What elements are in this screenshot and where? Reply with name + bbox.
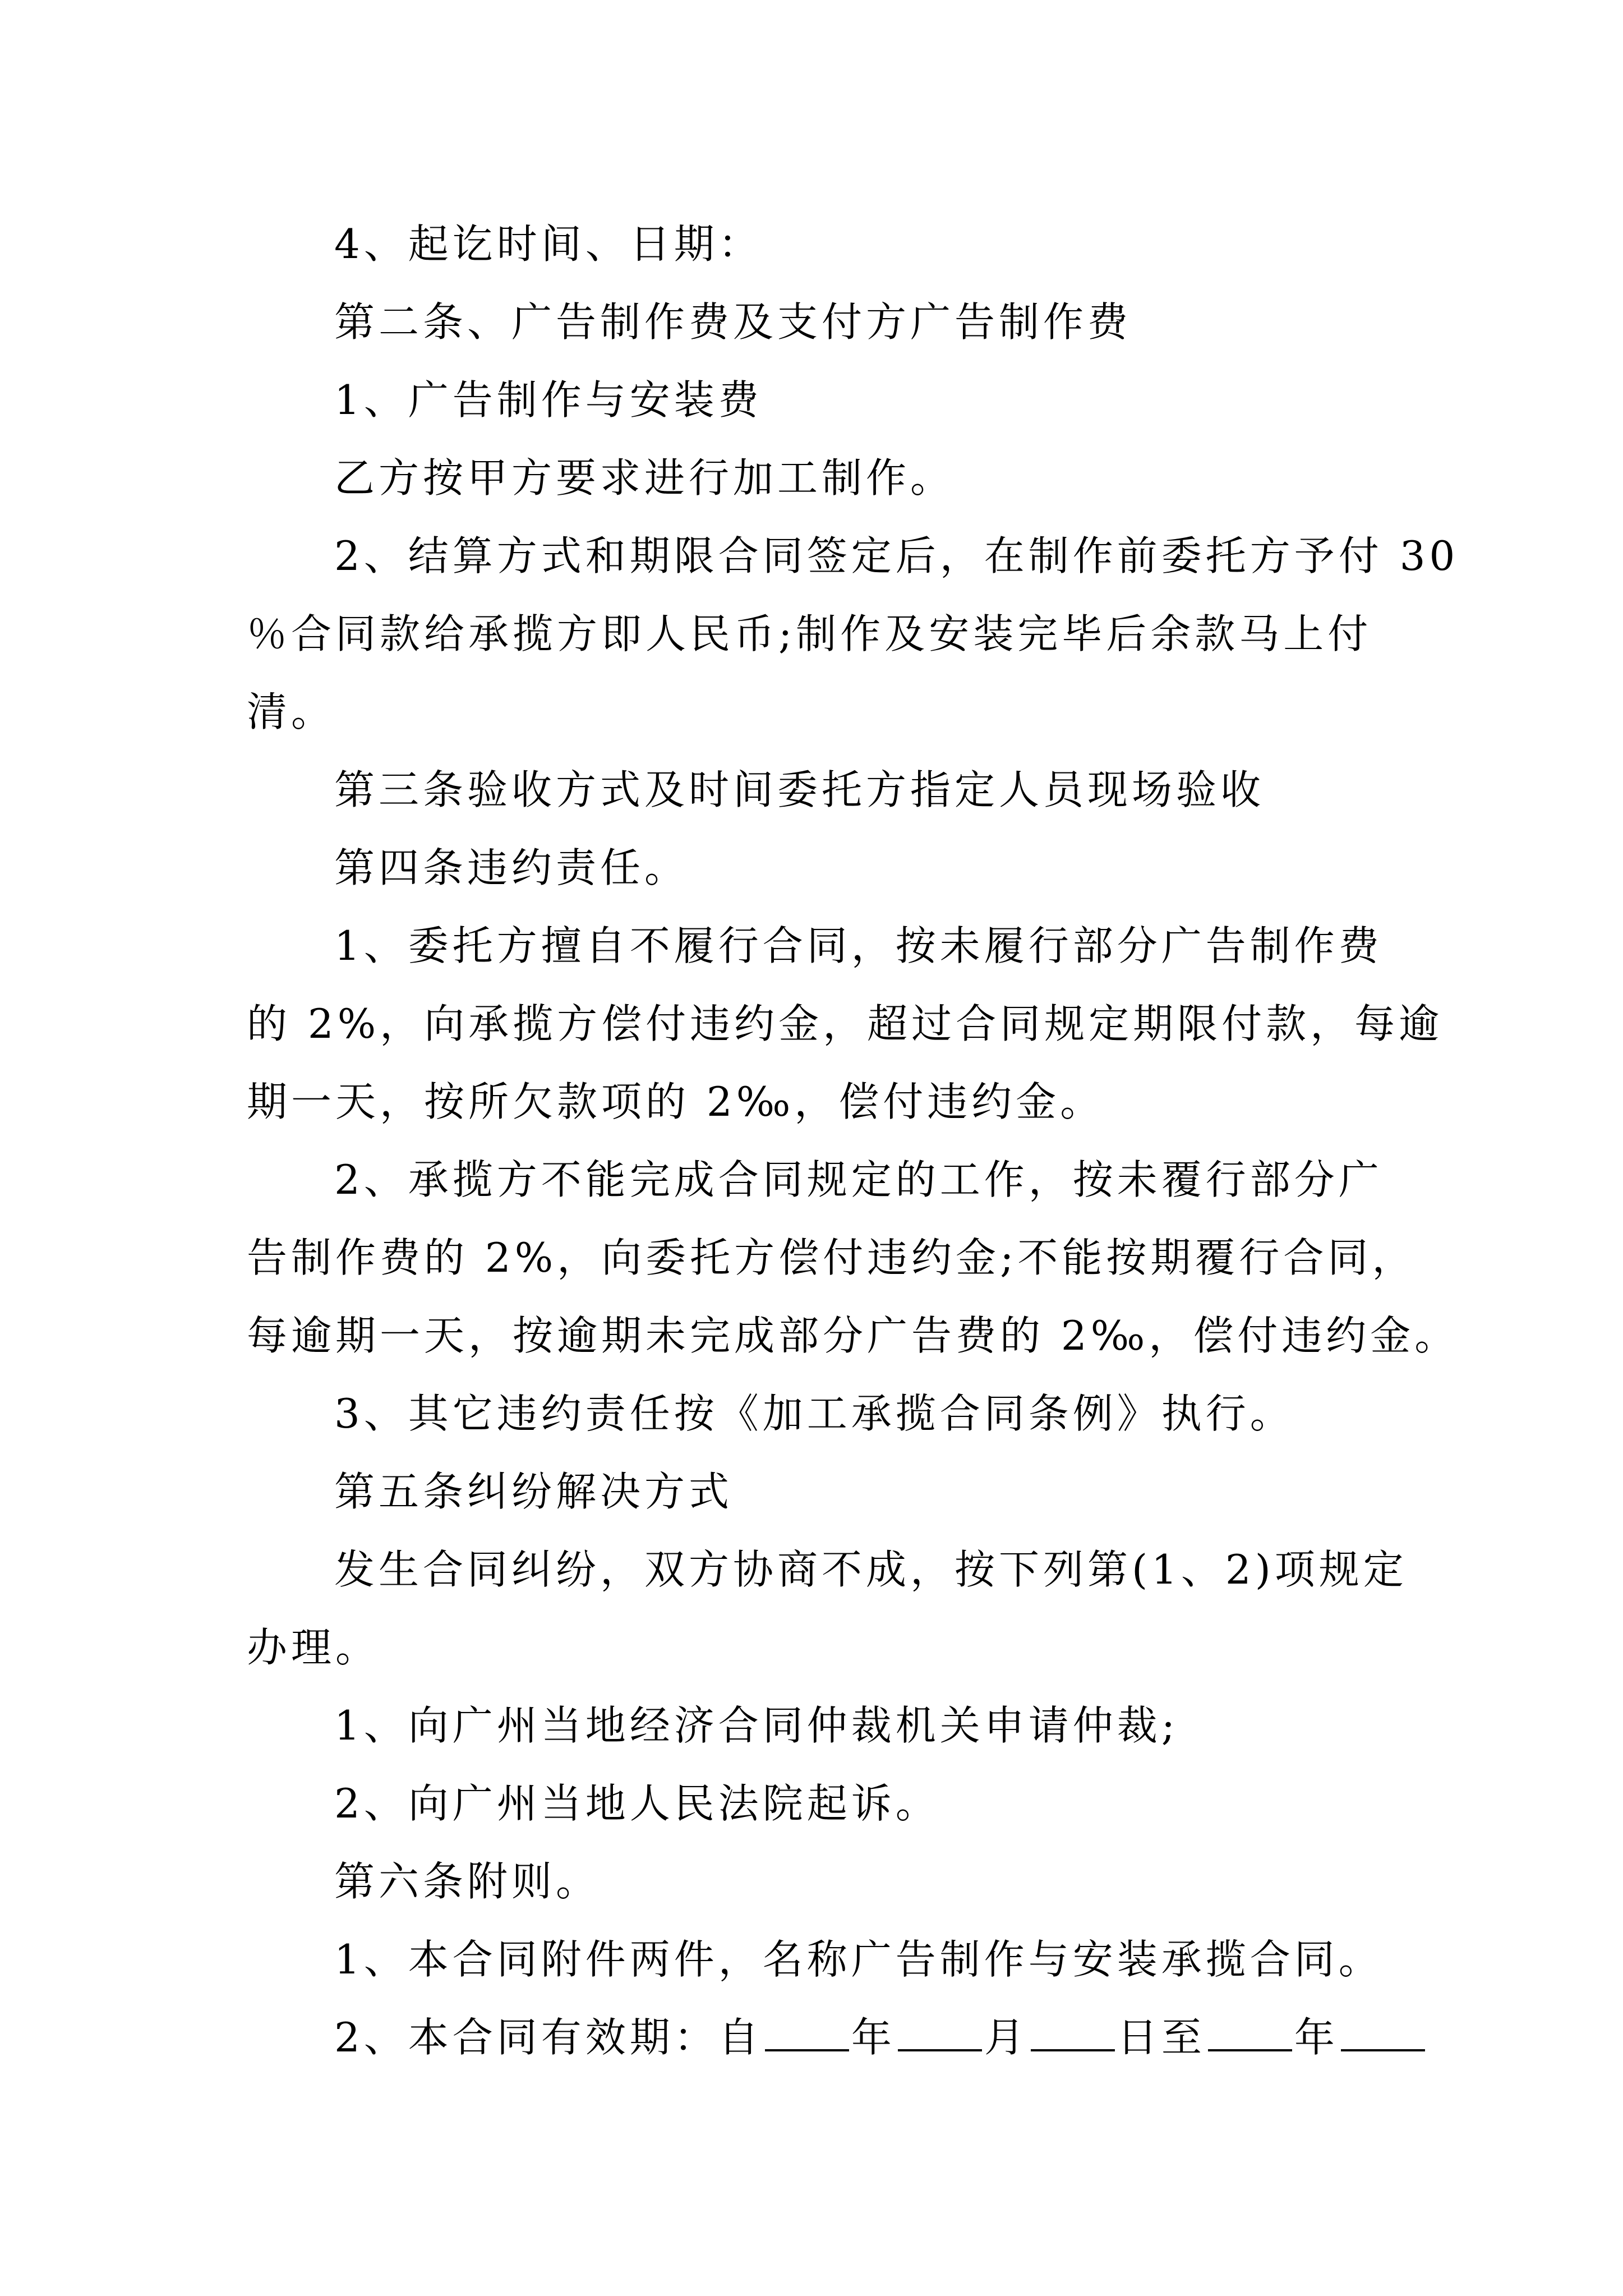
year-label: 年	[851, 2014, 896, 2061]
blank-field	[898, 2016, 982, 2051]
text-line: 2、向广州当地人民法院起诉。	[334, 1780, 940, 1827]
text-line: 1、本合同附件两件，名称广告制作与安装承揽合同。	[334, 1936, 1383, 1983]
text-line: ％合同款给承揽方即人民币;制作及安装完毕后余款马上付	[247, 610, 1372, 657]
text-line: 第四条违约责任。	[334, 844, 689, 891]
text-line: 第三条验收方式及时间委托方指定人员现场验收	[334, 766, 1265, 813]
validity-line	[0, 1998, 1623, 2077]
text-line: 第五条纠纷解决方式	[334, 1468, 734, 1515]
blank-field	[1341, 2016, 1425, 2051]
text-line: 1、向广州当地经济合同仲裁机关申请仲裁;	[334, 1702, 1179, 1749]
text-line: 1、广告制作与安装费	[334, 376, 763, 424]
blank-field	[1208, 2016, 1292, 2051]
day-label: 日至	[1117, 2014, 1206, 2061]
text-line: 每逾期一天，按逾期未完成部分广告费的 2‰，偿付违约金。	[247, 1312, 1459, 1359]
text-line: 的 2%，向承揽方偿付违约金，超过合同规定期限付款，每逾	[247, 1000, 1444, 1047]
blank-field	[765, 2016, 849, 2051]
text-line: 乙方按甲方要求进行加工制作。	[334, 454, 955, 501]
text-line: 告制作费的 2%，向委托方偿付违约金;不能按期覆行合同，	[247, 1234, 1417, 1281]
text-line: 3、其它违约责任按《加工承揽合同条例》执行。	[334, 1390, 1294, 1437]
text-line: 第二条、广告制作费及支付方广告制作费	[334, 298, 1132, 346]
text-line: 期一天，按所欠款项的 2‰，偿付违约金。	[247, 1078, 1105, 1125]
text-line: 2、承揽方不能完成合同规定的工作，按未覆行部分广	[334, 1156, 1383, 1203]
text-line: 1、委托方擅自不履行合同，按未履行部分广告制作费	[334, 922, 1383, 969]
text-line: 4、起讫时间、日期：	[334, 220, 763, 268]
text-line: 第六条附则。	[334, 1858, 601, 1905]
text-line: 2、结算方式和期限合同签定后，在制作前委托方予付 30	[334, 532, 1459, 579]
text-line: 清。	[247, 688, 336, 735]
text-line: 发生合同纠纷，双方协商不成，按下列第(1、2)项规定	[334, 1546, 1408, 1593]
text-line: 办理。	[247, 1624, 380, 1671]
validity-prefix: 2、本合同有效期：自	[334, 2014, 763, 2061]
year-label: 年	[1294, 2014, 1339, 2061]
month-label: 月	[984, 2014, 1029, 2061]
blank-field	[1031, 2016, 1115, 2051]
